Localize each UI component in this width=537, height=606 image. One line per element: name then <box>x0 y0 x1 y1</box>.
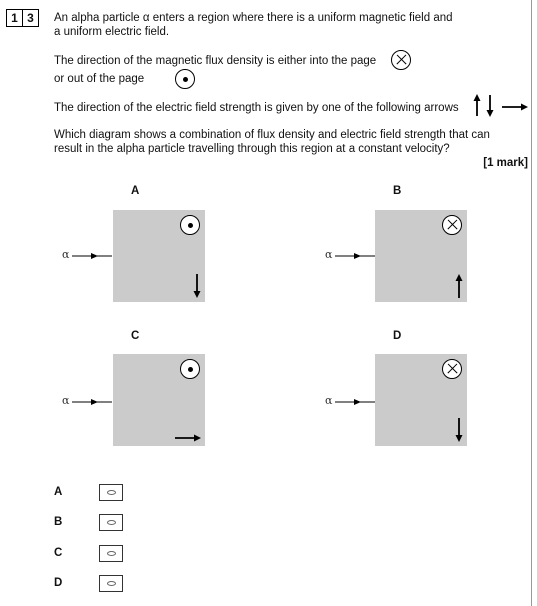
option-a-letter: A <box>54 486 63 498</box>
option-a-answer-box[interactable] <box>99 484 123 501</box>
diagram-c-particle-arrow-icon <box>72 396 114 408</box>
field-direction-text <box>54 101 459 115</box>
option-b-oval-icon <box>107 520 116 525</box>
diagram-b-into-page-icon <box>442 215 462 235</box>
diagram-d-particle-arrow-icon <box>335 396 377 408</box>
diagram-b-alpha-label: α <box>325 248 333 261</box>
arrow-down-icon <box>487 95 494 117</box>
question-ask <box>54 128 490 156</box>
option-c-oval-icon <box>107 551 116 556</box>
option-b-letter: B <box>54 516 63 528</box>
diagram-d-arrow-down-icon <box>453 416 465 444</box>
diagram-c-alpha-label: α <box>62 394 70 407</box>
marks-label: [1 mark] <box>483 157 528 169</box>
option-d-oval-icon <box>107 581 116 586</box>
diagram-d-field-region <box>375 354 467 446</box>
intro-line-1: An alpha particle α enters a region where there is a uniform magnetic field and <box>54 12 453 24</box>
diagram-c-field-region <box>113 354 205 446</box>
intro-line-2: a uniform electric field. <box>54 26 170 38</box>
diagram-c-out-of-page-icon <box>180 359 200 379</box>
option-d-answer-box[interactable] <box>99 575 123 592</box>
option-d-letter: D <box>54 577 63 589</box>
ask-line-1: Which diagram shows a combination of flux density and electric field strength that can <box>54 129 490 141</box>
ask-line-2: result in the alpha particle travelling through this region at a constant velocity? <box>54 143 450 155</box>
flux-out-of-page-text <box>54 72 144 86</box>
diagram-a-alpha-label: α <box>62 248 70 261</box>
diagram-c-arrow-right-icon <box>173 432 203 444</box>
diagram-a-arrow-down-icon <box>191 272 203 300</box>
field-line: The direction of the electric field strength is given by one of the following arrows <box>54 102 459 114</box>
diagram-b-label: B <box>393 185 402 197</box>
diagram-b-particle-arrow-icon <box>335 250 377 262</box>
question-number-digit-1: 1 <box>7 10 23 26</box>
diagram-d-into-page-icon <box>442 359 462 379</box>
out-of-page-symbol-icon <box>175 69 195 89</box>
option-c-answer-box[interactable] <box>99 545 123 562</box>
diagram-b-arrow-up-icon <box>453 272 465 300</box>
arrow-right-icon <box>502 104 528 111</box>
option-c-letter: C <box>54 547 63 559</box>
option-a-oval-icon <box>107 490 116 495</box>
into-page-symbol-icon <box>391 50 411 70</box>
question-number <box>6 9 39 27</box>
question-number-digit-2: 3 <box>27 11 34 25</box>
question-intro <box>54 11 453 39</box>
flux-line-1: The direction of the magnetic flux density is either into the page <box>54 55 377 67</box>
diagram-d-alpha-label: α <box>325 394 333 407</box>
field-arrows-legend <box>472 93 532 119</box>
diagram-a-particle-arrow-icon <box>72 250 114 262</box>
diagram-a-label: A <box>131 185 140 197</box>
diagram-c-label: C <box>131 330 140 342</box>
diagram-a-field-region <box>113 210 205 302</box>
diagram-d-label: D <box>393 330 402 342</box>
flux-line-2: or out of the page <box>54 73 145 85</box>
flux-into-page-text <box>54 54 414 68</box>
option-b-answer-box[interactable] <box>99 514 123 531</box>
diagram-b-field-region <box>375 210 467 302</box>
arrow-up-icon <box>474 94 481 116</box>
page-margin-line <box>531 0 532 606</box>
diagram-a-out-of-page-icon <box>180 215 200 235</box>
